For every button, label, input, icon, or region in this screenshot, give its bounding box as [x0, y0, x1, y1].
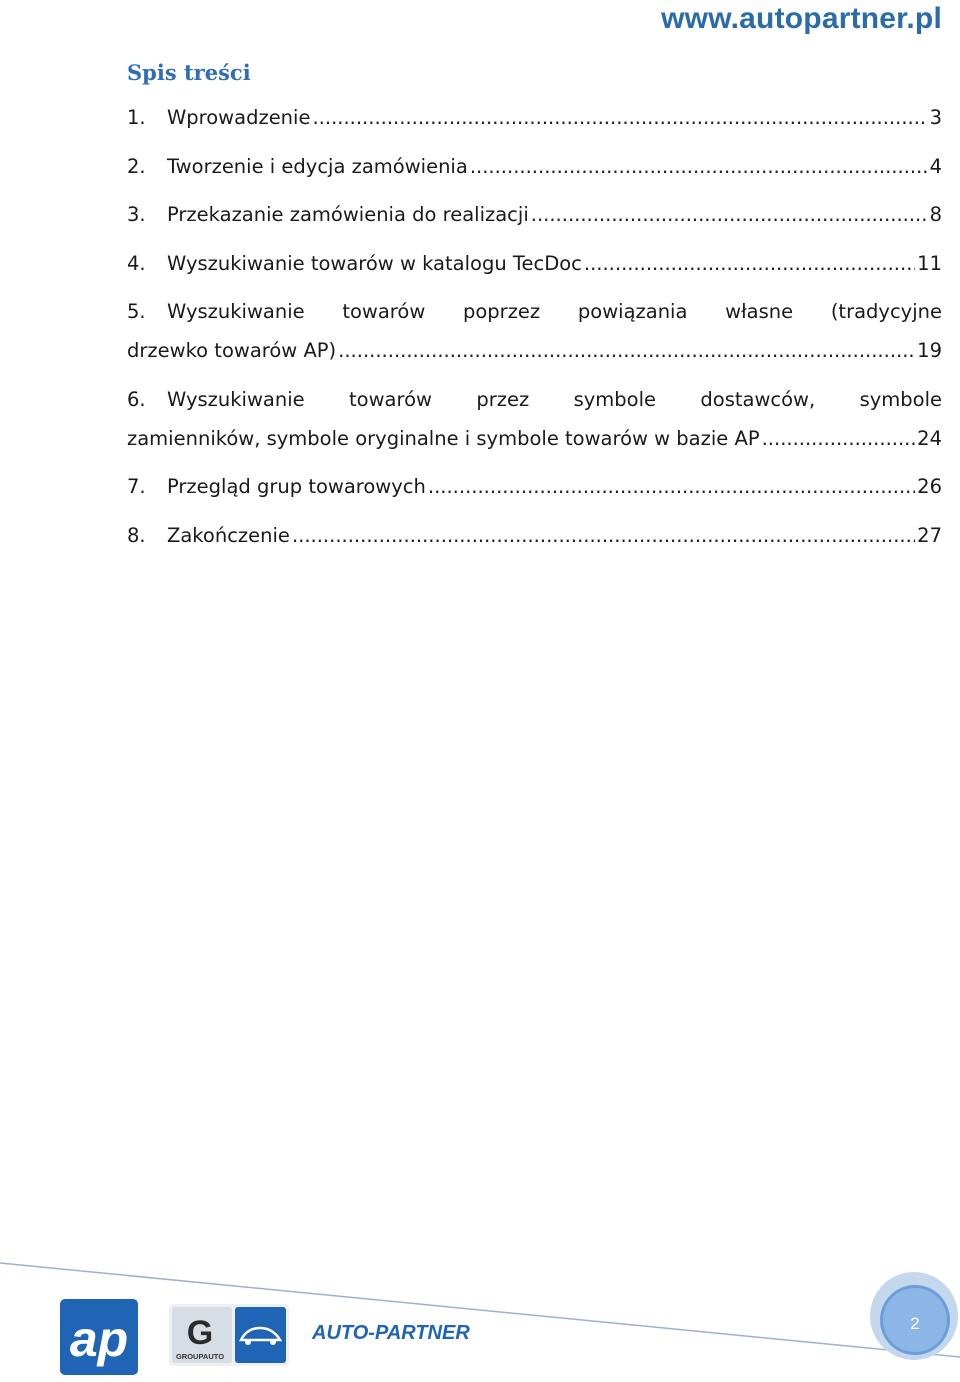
toc-entry-text-continued: drzewko towarów AP)	[127, 339, 337, 362]
toc-entry-8[interactable]	[127, 516, 942, 565]
toc-leader-dots	[338, 331, 915, 370]
groupauto-logo	[169, 1304, 289, 1366]
page-number-badge	[866, 1268, 958, 1364]
site-url: www.autopartner.pl	[661, 2, 942, 35]
toc-entry-4[interactable]	[127, 244, 942, 293]
toc-entry-text-continued: zamienników, symbole oryginalne i symbole towarów w bazie AP	[127, 426, 760, 450]
toc-entry-number: 2.	[127, 154, 146, 178]
page-number: 2	[910, 1314, 920, 1333]
auto-partner-wordmark: AUTO-PARTNER	[312, 1322, 470, 1344]
toc-leader-dots	[584, 244, 915, 283]
toc-entry-page: 19	[917, 339, 942, 362]
toc-entry-text: Tworzenie i edycja zamówienia	[167, 154, 468, 178]
toc-entry-number: 5.	[127, 300, 146, 323]
groupauto-text: GROUPAUTO	[175, 1352, 225, 1361]
toc-entry-line1	[127, 292, 942, 331]
toc-leader-dots	[312, 98, 927, 137]
toc-entry-line1	[127, 380, 942, 419]
toc-leader-dots	[428, 467, 915, 506]
footer-logos	[58, 1296, 498, 1378]
toc-entry-page: 11	[917, 251, 942, 275]
toc-entry-number: 6.	[127, 387, 146, 411]
toc-entry-6[interactable]	[127, 380, 942, 458]
toc-leader-dots	[470, 147, 928, 186]
toc-entry-number: 3.	[127, 203, 146, 226]
ap-logo	[60, 1299, 138, 1375]
toc-entry-line2	[127, 331, 942, 370]
toc-entry-number: 1.	[127, 106, 146, 129]
toc-entry-page: 3	[929, 106, 942, 129]
toc-entry-number: 7.	[127, 475, 146, 498]
toc-entry-text: Wyszukiwanie towarów w katalogu TecDoc	[167, 251, 582, 275]
toc-entry-2[interactable]	[127, 147, 942, 196]
toc-entry-page: 24	[917, 426, 942, 450]
table-of-contents	[127, 98, 942, 564]
toc-entry-page: 8	[929, 203, 942, 226]
toc-entry-number: 8.	[127, 523, 146, 547]
toc-entry-text: Przegląd grup towarowych	[167, 475, 426, 498]
toc-entry-text: Zakończenie	[167, 523, 290, 547]
toc-title: Spis treści	[127, 60, 251, 85]
toc-entry-line2	[127, 419, 942, 458]
toc-leader-dots	[292, 516, 915, 555]
toc-entry-text: Wyszukiwanie towarów poprzez powiązania własne (tradycyjne	[167, 300, 942, 323]
toc-entry-text: Wprowadzenie	[167, 106, 311, 129]
toc-entry-page: 26	[917, 475, 942, 498]
ap-logo-text: ap	[69, 1311, 129, 1367]
toc-entry-1[interactable]	[127, 98, 942, 147]
toc-entry-page: 4	[929, 154, 942, 178]
toc-entry-text: Wyszukiwanie towarów przez symbole dostawców, symbole	[167, 387, 942, 411]
toc-leader-dots	[762, 419, 916, 458]
toc-entry-number: 4.	[127, 251, 146, 275]
toc-entry-text: Przekazanie zamówienia do realizacji	[167, 203, 529, 226]
groupauto-g-icon: G	[186, 1314, 214, 1352]
toc-leader-dots	[531, 195, 928, 234]
toc-entry-page: 27	[917, 523, 942, 547]
toc-entry-3[interactable]	[127, 195, 942, 244]
toc-entry-5[interactable]	[127, 292, 942, 370]
toc-entry-7[interactable]	[127, 467, 942, 516]
